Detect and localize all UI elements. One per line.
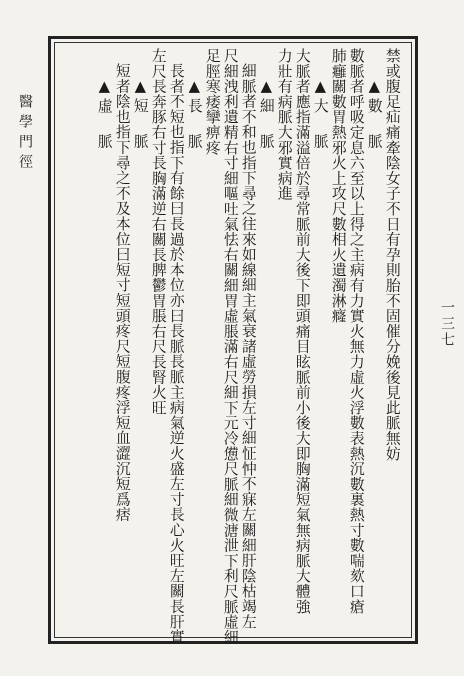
heading-duan-mai: ▲短 脈 bbox=[131, 78, 149, 152]
text-column-11: 足脛寒痿攣痹疼 bbox=[203, 48, 221, 156]
text-column-6: 大脈者應指滿溢倍於尋常脈前大後下即頭痛目眩脈前小後大即胸滿短氣無病脈大體強 bbox=[293, 48, 311, 615]
heading-shuo-mai: ▲數 脈 bbox=[365, 78, 383, 152]
text-column-7: 力壯有病脈大邪實病進 bbox=[275, 48, 293, 201]
heading-da-mai: ▲大 脈 bbox=[311, 78, 329, 152]
text-column-3: 數脈者呼吸定息六至以上得之主病有力實火無力虛火浮數表熱沉數裏熱寸數喘欬口瘡 bbox=[347, 48, 365, 615]
heading-xu-mai: ▲虛 脈 bbox=[95, 78, 113, 152]
heading-xi-mai: ▲細 脈 bbox=[257, 78, 275, 152]
page-number: 一三七 bbox=[439, 300, 455, 348]
text-column-10: 尺細洩利遺精右寸細嘔吐氣怯右關細胃虛脹滿右尺細下元冷憊尺脈細微溏泄下利尺脈虛細 bbox=[221, 48, 239, 645]
text-column-4: 肺癰關數胃熱邪火上攻尺數相火遺濁淋癃 bbox=[329, 48, 347, 324]
text-column-16: 短者陰也指下尋之不及本位曰短寸短頭疼尺短腹疼浮短血澀沉短爲痞 bbox=[113, 63, 131, 522]
text-column-14: 左尺長奔豚右寸長胸滿逆右關長脾鬱胃脹右尺長腎火旺 bbox=[149, 48, 167, 416]
text-column-1: 禁或腹足疝痛牽陰女子不日有孕則胎不固催分娩後見此脈無妨 bbox=[383, 48, 401, 462]
text-column-13: 長者不短也指下有餘曰長過於本位亦曰長脈長脈主病氣逆火盛左寸長心火旺左關長肝實 bbox=[167, 63, 185, 645]
text-column-9: 細脈者不和也指下尋之往來如線細主氣衰諸虛勞損左寸細怔忡不寐左關細肝陰枯竭左 bbox=[239, 63, 257, 630]
heading-chang-mai: ▲長 脈 bbox=[185, 78, 203, 152]
running-title: 醫學門徑 bbox=[17, 94, 33, 174]
